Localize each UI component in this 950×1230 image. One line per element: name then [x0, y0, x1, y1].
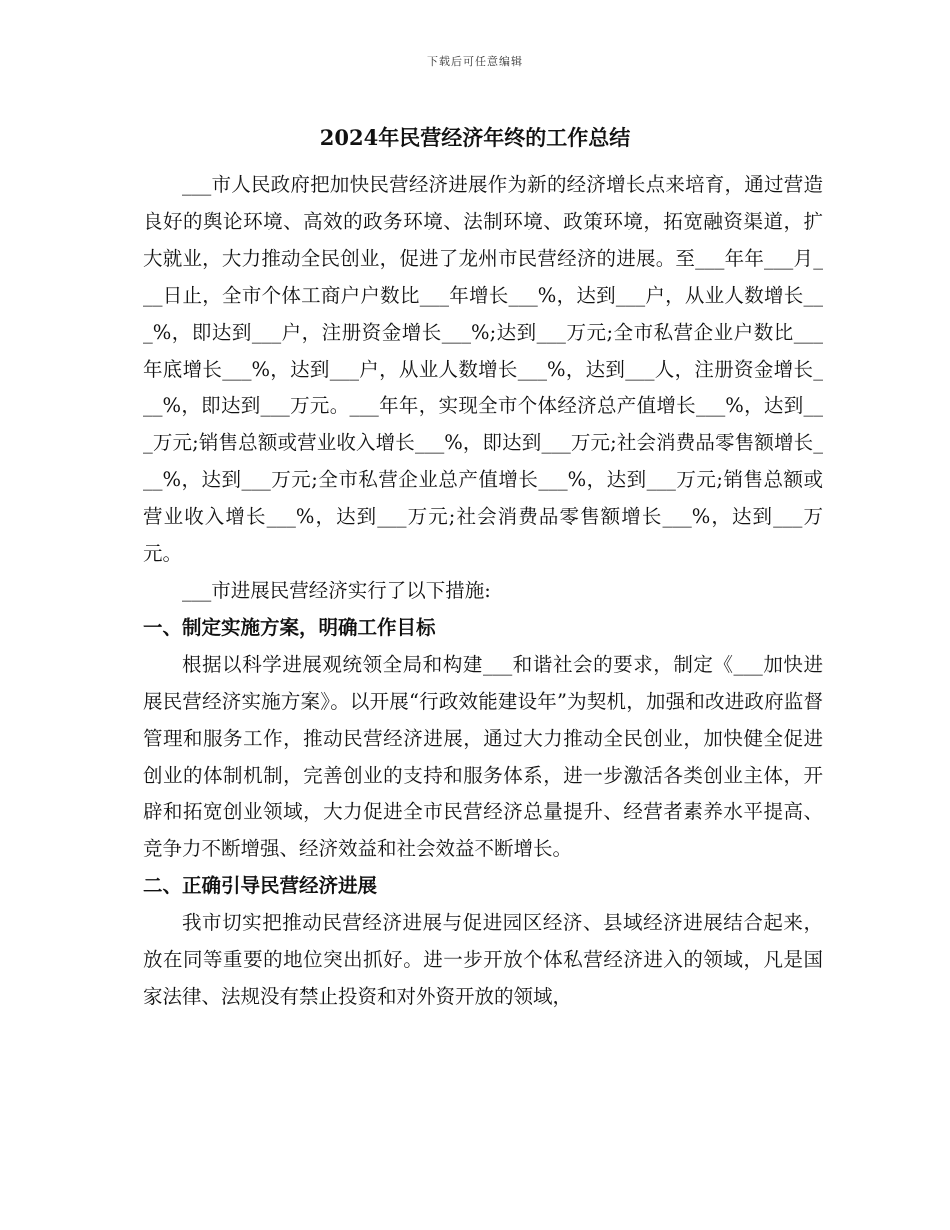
- section-1-heading: 一、制定实施方案，明确工作目标: [143, 615, 436, 639]
- section-2-paragraph: 我市切实把推动民营经济进展与促进园区经济、县域经济进展结合起来，放在同等重要的地位突出抓好。进一步开放个体私营经济进入的领域，凡是国家法律、法规没有禁止投资和对外资开放的领域，: [143, 911, 823, 1008]
- document-title: 2024年民营经济年终的工作总结: [319, 125, 631, 150]
- measures-intro-paragraph: ___市进展民营经济实行了以下措施:: [182, 578, 491, 602]
- section-2-heading: 二、正确引导民营经济进展: [143, 874, 378, 898]
- intro-paragraph: ___市人民政府把加快民营经济进展作为新的经济增长点来培育，通过营造良好的舆论环境、高效的政务环境、法制环境、政策环境，拓宽融资渠道，扩大就业，大力推动全民创业，促进了龙州市民营经济的进展。至___年年___月___日止，全市个体工商户户数比___年增长___%，达到___户，从业人数增长___%，即达到___户，注册资金增长___%;达到___万元;全市私营企业户数比___年底增长___%，达到___户，从业人数增长___%，达到___人，注册资金增长___%，即达到___万元。___年年，实现全市个体经济总产值增长___%，达到___万元;销售总额或营业收入增长___%，即达到___万元;社会消费品零售额增长___%，达到___万元;全市私营企业总产值增长___%，达到___万元;销售总额或营业收入增长___%，达到___万元;社会消费品零售额增长___%，达到___万元。: [143, 173, 823, 566]
- document-body: [143, 167, 823, 1016]
- section-1-paragraph: 根据以科学进展观统领全局和构建___和谐社会的要求，制定《___加快进展民营经济实施方案》。以开展“行政效能建设年”为契机，加强和改进政府监督管理和服务工作，推动民营经济进展，通过大力推动全民创业，加快健全促进创业的体制机制，完善创业的支持和服务体系，进一步激活各类创业主体，开辟和拓宽创业领域，大力促进全市民营经济总量提升、经营者素养水平提高、竞争力不断增强、经济效益和社会效益不断增长。: [143, 652, 823, 861]
- page-header-note: 下载后可任意编辑: [427, 55, 523, 68]
